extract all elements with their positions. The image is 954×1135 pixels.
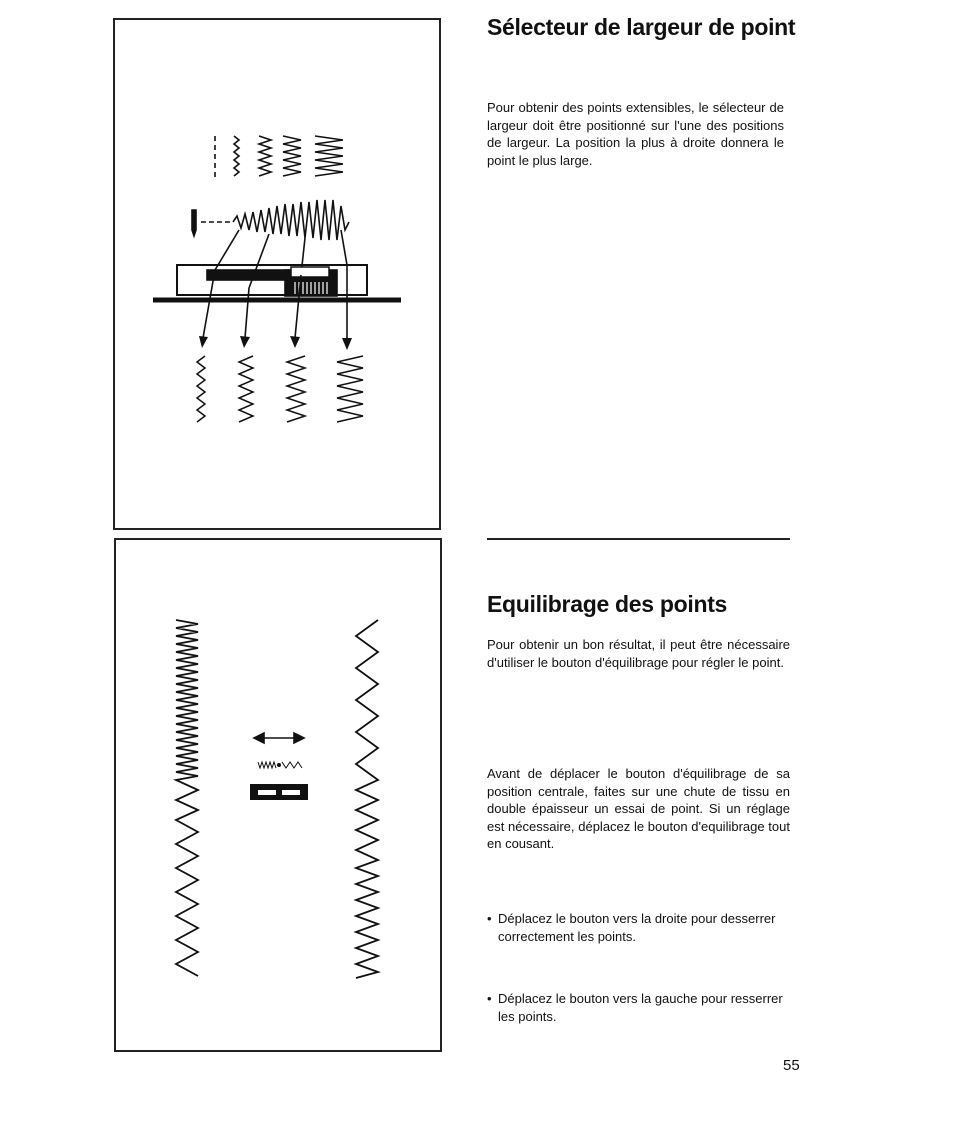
bullet-item-left [487,990,797,1030]
zigzag-symbol-2 [259,136,271,176]
stitch-width-illustration [115,20,439,528]
stitch-balance-figure [114,538,442,1052]
arrow-heads [199,336,352,350]
bullet-text: Déplacez le bouton vers la droite pour desserrer correctement les points. [498,911,776,944]
stitch-balance-illustration [116,540,440,1050]
bullet-item-right [487,910,797,950]
section-divider [487,538,790,540]
zigzag-symbol-1 [234,136,239,176]
bullet-symbol: • [487,991,492,1006]
needle-icon [192,210,196,236]
section-title-stitch-balance: Equilibrage des points [487,591,728,617]
double-arrow-icon [254,733,304,743]
result-stitch-2 [239,356,253,422]
bullet-text: Déplacez le bouton vers la gauche pour resserrer les points. [498,991,783,1024]
balance-knob [276,787,282,795]
result-stitch-4 [337,356,363,422]
width-slot [207,270,289,280]
tight-stitch-column [176,620,198,976]
page-number: 55 [783,1057,800,1074]
loose-stitch-column [356,620,378,978]
zigzag-symbol-3 [283,136,301,176]
result-stitch-3 [287,356,305,422]
section-title-width-selector: Sélecteur de largeur de point [487,14,796,40]
width-selector-knob-top [291,267,329,277]
balance-stitch-symbol [258,762,302,768]
width-selector-paragraph: Pour obtenir des points extensibles, le sélecteur de largeur doit être positionné sur l'une des positions de largeur. La position la plus à droite donnera le point le plus large. [487,100,784,168]
stitch-width-figure [113,18,441,530]
growing-zigzag [233,200,349,240]
result-stitch-1 [197,356,205,422]
stitch-balance-paragraph-2: Avant de déplacer le bouton d'équilibrage de sa position centrale, faites sur une chute de tissu en double épaisseur un essai de point. Si un réglage est nécessaire, déplacez le bouton d'equilibrage tout en cousant. [487,766,790,851]
bullet-symbol: • [487,911,492,926]
zigzag-symbol-4 [315,136,343,176]
stitch-balance-paragraph-1: Pour obtenir un bon résultat, il peut être nécessaire d'utiliser le bouton d'équilibrage pour régler le point. [487,637,790,670]
